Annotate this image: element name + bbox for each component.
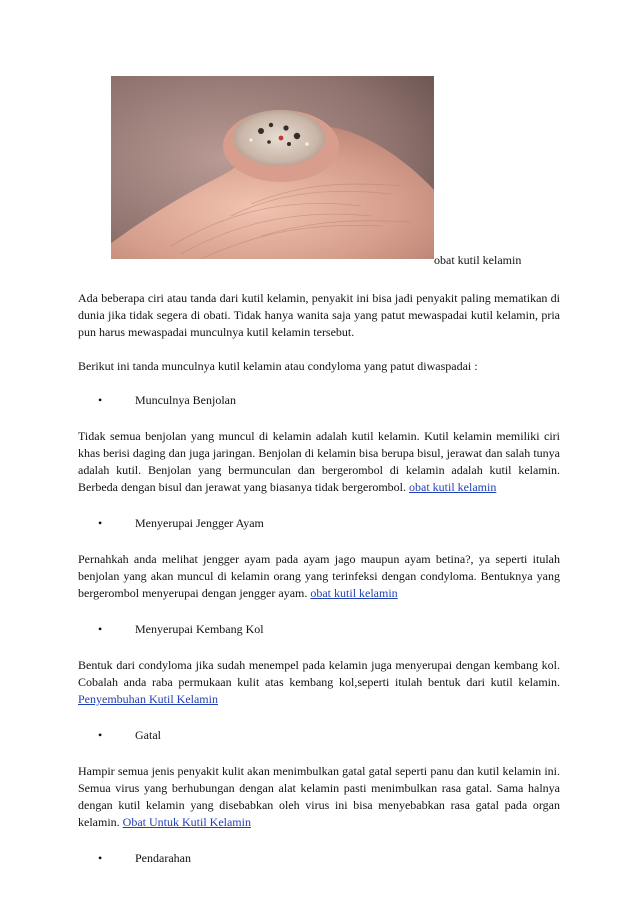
section-paragraph: Tidak semua benjolan yang muncul di kelamin adalah kutil kelamin. Kutil kelamin memiliki ciri khas berisi daging dan juga jaringan. Benjolan di kelamin bisa berupa bisul, jerawat dan salah tunya adalah kutil. Benjolan yang bermunculan dan bergerombol di kelamin adalah kutil kelamin. Berbeda dengan bisul dan jerawat yang biasanya tidak bergerombol. obat kutil kelamin	[78, 429, 560, 494]
list-item-label: Munculnya Benjolan	[135, 393, 236, 407]
image-caption: obat kutil kelamin	[434, 253, 522, 267]
list-item-benjolan	[98, 392, 560, 409]
keyword-link[interactable]: obat kutil kelamin	[409, 480, 497, 494]
bullet-icon: •	[98, 393, 103, 407]
intro-paragraph: Ada beberapa ciri atau tanda dari kutil kelamin, penyakit ini bisa jadi penyakit paling mematikan di dunia jika tidak segera di obati. Tidak hanya wanita saja yang patut mewaspadai kutil kelamin, pria pun harus mewaspadai munculnya kutil kelamin tersebut.	[78, 291, 560, 339]
keyword-link[interactable]: Penyembuhan Kutil Kelamin	[78, 692, 218, 706]
section-paragraph: Bentuk dari condyloma jika sudah menempel pada kelamin juga menyerupai dengan kembang kol. Cobalah anda raba permukaan kulit atas kembang kol,seperti itulah bentuk dari kutil kelamin. Penyembuhan Kutil Kelamin	[78, 658, 560, 706]
keyword-link[interactable]: obat kutil kelamin	[310, 586, 398, 600]
list-item-pendarahan	[98, 850, 560, 867]
wart-photo	[111, 76, 434, 259]
bullet-icon: •	[98, 851, 103, 865]
list-item-jengger-ayam	[98, 515, 560, 532]
lead-paragraph: Berikut ini tanda munculnya kutil kelamin atau condyloma yang patut diwaspadai :	[78, 359, 478, 373]
list-item-label: Pendarahan	[135, 851, 191, 865]
list-item-label: Menyerupai Jengger Ayam	[135, 516, 264, 530]
list-item-label: Menyerupai Kembang Kol	[135, 622, 264, 636]
bullet-icon: •	[98, 622, 103, 636]
article-body	[78, 290, 560, 867]
list-item-gatal	[98, 727, 560, 744]
bullet-icon: •	[98, 728, 103, 742]
list-item-kembang-kol	[98, 621, 560, 638]
bullet-icon: •	[98, 516, 103, 530]
list-item-label: Gatal	[135, 728, 161, 742]
keyword-link[interactable]: Obat Untuk Kutil Kelamin	[122, 815, 251, 829]
section-paragraph: Pernahkah anda melihat jengger ayam pada ayam jago maupun ayam betina?, ya seperti itulah benjolan yang akan muncul di kelamin orang yang terinfeksi dengan condyloma. Bentuknya yang bergerombol menyerupai dengan jengger ayam. obat kutil kelamin	[78, 552, 560, 600]
finger-wart-illustration	[111, 76, 434, 259]
section-paragraph: Hampir semua jenis penyakit kulit akan menimbulkan gatal gatal seperti panu dan kutil kelamin ini. Semua virus yang berhubungan dengan alat kelamin pasti menimbulkan rasa gatal. Sama halnya dengan kutil kelamin yang disebabkan oleh virus ini bisa menyebabkan rasa gatal pada organ kelamin. Obat Untuk Kutil Kelamin	[78, 764, 560, 829]
